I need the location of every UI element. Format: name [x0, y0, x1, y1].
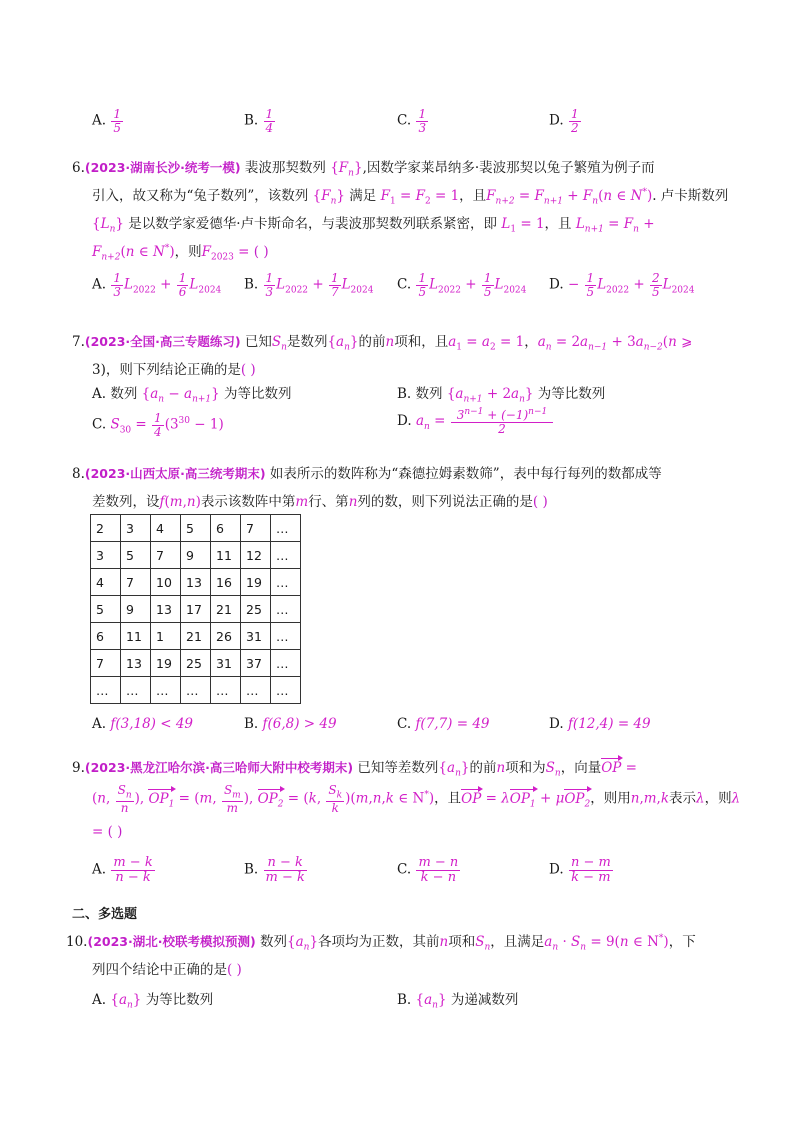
table-cell: 4 [151, 515, 181, 542]
table-cell: 7 [151, 542, 181, 569]
q6-line-4: $F_{n+2}(n$ ∈ N*)，则$F_{2023}$ = ( ) [92, 243, 269, 263]
section-heading: 二、多选题 [72, 907, 138, 922]
q8-option-a[interactable]: A. f(3,18) < 49 [92, 716, 194, 732]
table-cell: … [271, 569, 301, 596]
table-row [91, 677, 301, 704]
q7-option-a[interactable]: A. 数列 $\{a_n - a_{n+1}\}$ 为等比数列 [92, 386, 292, 405]
table-cell: 6 [91, 623, 121, 650]
table-cell: 13 [151, 596, 181, 623]
q8-option-c[interactable]: C. f(7,7) = 49 [397, 716, 490, 732]
q8-line-2: 差数列，设f(m,n)表示该数阵中第m行、第n列的数，则下列说法正确的是( ) [92, 494, 548, 510]
table-cell: 9 [181, 542, 211, 569]
table-cell: 3 [121, 515, 151, 542]
table-cell: 37 [241, 650, 271, 677]
table-cell: 12 [241, 542, 271, 569]
q6-line-1: 6.(2023·湖南长沙·统考一模) 裴波那契数列 $\{F_n\}$,因数学家莱昂纳多·裴波那契以兔子繁殖为例子而 [72, 160, 655, 179]
q5-option-a[interactable]: A. $\frac{1}{5}$ [92, 107, 121, 135]
q9-option-c[interactable]: C. $\frac{m - n}{k - n}$ [397, 855, 459, 885]
q6-option-d[interactable]: D. − $\frac{1}{5}$ $L_{2022}$ + $\frac{2}{5}$ $L_{2024}$ [549, 271, 695, 299]
q10-line-2: 列四个结论中正确的是( ) [92, 962, 242, 978]
table-row [91, 569, 301, 596]
table-cell: 26 [211, 623, 241, 650]
table-cell: 7 [91, 650, 121, 677]
table-cell: 7 [241, 515, 271, 542]
table-cell: 17 [181, 596, 211, 623]
table-cell: 13 [181, 569, 211, 596]
table-cell: 25 [241, 596, 271, 623]
q10-line-1: 10.(2023·湖北·校联考模拟预测) 数列$\{a_n\}$各项均为正数，其前n项和$S_n$，且满足$a_n \cdot S_n = 9(n$ ∈ N*)，下 [66, 933, 696, 953]
table-cell: 21 [211, 596, 241, 623]
table-cell: 5 [181, 515, 211, 542]
q7-option-d[interactable]: D. $a_n$ = $\frac{3^{n-1} + (-1)^{n-1}}{2}$ [397, 408, 554, 435]
table-row [91, 542, 301, 569]
table-cell: … [271, 623, 301, 650]
q5-option-c[interactable]: C. $\frac{1}{3}$ [397, 107, 427, 135]
answer-blank[interactable]: ( ) [240, 362, 256, 378]
table-cell: … [241, 677, 271, 704]
table-cell: 6 [211, 515, 241, 542]
q9-option-b[interactable]: B. $\frac{n - k}{m - k}$ [244, 855, 305, 885]
q8-option-b[interactable]: B. f(6,8) > 49 [244, 716, 337, 732]
fraction: $\frac{1}{5}$ [113, 107, 121, 135]
table-cell: 11 [211, 542, 241, 569]
q9-line-3: = ( ) [92, 824, 123, 840]
answer-blank[interactable]: ( ) [227, 962, 242, 978]
q6-line-3: $\{L_n\}$ 是以数学家爱德华·卢卡斯命名，与裴波那契数列联系紧密，即 $L_1 = 1$，且 $L_{n+1} = F_n$ + [92, 216, 655, 235]
table-cell: 2 [91, 515, 121, 542]
table-cell: … [151, 677, 181, 704]
table-cell: 3 [91, 542, 121, 569]
fraction: $\frac{1}{2}$ [570, 107, 579, 135]
q7-line-2: 3)，则下列结论正确的是( ) [92, 362, 256, 378]
q8-line-1: 8.(2023·山西太原·高三统考期末) 如表所示的数阵称为“森德拉姆素数筛”，表中每行每列的数都成等 [72, 466, 662, 482]
q10-option-a[interactable]: A. $\{a_n\}$ 为等比数列 [92, 992, 214, 1011]
sundaram-sieve-table [90, 514, 301, 704]
table-cell: 5 [121, 542, 151, 569]
answer-blank[interactable]: ( ) [253, 244, 269, 260]
table-cell: 10 [151, 569, 181, 596]
q6-line-2: 引入，故又称为“兔子数列”，该数列 $\{F_n\}$ 满足 $F_1 = F_2 = 1$，且$F_{n+2} = F_{n+1} + F_n(n$ ∈ N*). 卢卡斯数列 [92, 187, 729, 207]
table-cell: 19 [151, 650, 181, 677]
table-cell: … [91, 677, 121, 704]
table-cell: 11 [121, 623, 151, 650]
table-cell: … [271, 650, 301, 677]
table-cell: … [271, 515, 301, 542]
table-cell: 4 [91, 569, 121, 596]
table-cell: … [211, 677, 241, 704]
table-cell: 31 [241, 623, 271, 650]
q9-option-a[interactable]: A. $\frac{m - k}{n - k}$ [92, 855, 153, 885]
table-cell: … [181, 677, 211, 704]
q6-option-b[interactable]: B. $\frac{1}{3}$ $L_{2022}$ + $\frac{1}{7}$ $L_{2024}$ [244, 271, 374, 299]
q5-option-d[interactable]: D. $\frac{1}{2}$ [549, 107, 579, 135]
answer-blank[interactable]: ( ) [107, 824, 123, 840]
table-row [91, 623, 301, 650]
q7-option-b[interactable]: B. 数列 $\{a_{n+1} + 2a_n\}$ 为等比数列 [397, 386, 606, 405]
table-cell: 19 [241, 569, 271, 596]
table-cell: 9 [121, 596, 151, 623]
table-cell: 25 [181, 650, 211, 677]
table-row [91, 596, 301, 623]
table-cell: 7 [121, 569, 151, 596]
q6-option-a[interactable]: A. $\frac{1}{3}$ $L_{2022}$ + $\frac{1}{6}$ $L_{2024}$ [92, 271, 222, 299]
q7-option-c[interactable]: C. $S_{30}$ = $\frac{1}{4}$ $(3^{30} - 1)$ [92, 411, 224, 439]
table-cell: … [271, 596, 301, 623]
table-cell: 13 [121, 650, 151, 677]
table-cell: … [271, 542, 301, 569]
table-row [91, 650, 301, 677]
table-cell: … [271, 677, 301, 704]
q6-source: (2023·湖南长沙·统考一模) [84, 160, 241, 175]
q6-option-c[interactable]: C. $\frac{1}{5}$ $L_{2022}$ + $\frac{1}{5}$ $L_{2024}$ [397, 271, 527, 299]
q9-line-2: (n, $\frac{S_n}{n}$ ), $OP_1 = (m$, $\frac{S_m}{m}$ ), $OP_2 = (k$, $\frac{S_k}{k}$ )(m,n,k ∈ N*)，且OP = λOP$_1$ + μOP$_2$，则用n,m,k表示λ，则λ [92, 783, 741, 815]
table-row [91, 515, 301, 542]
q10-option-b[interactable]: B. $\{a_n\}$ 为递减数列 [397, 992, 519, 1011]
fraction: $\frac{1}{3}$ [418, 107, 427, 135]
q7-line-1: 7.(2023·全国·高三专题练习) 已知$S_n$是数列$\{a_n\}$的前n项和，且$a_1 = a_2 = 1$，$a_n = 2a_{n-1} + 3a_{n-2}(n$ ⩾ [72, 334, 693, 353]
q9-line-1: 9.(2023·黑龙江哈尔滨·高三哈师大附中校考期末) 已知等差数列$\{a_n\}$的前n项和为$S_n$，向量OP = [72, 760, 637, 779]
table-cell: 21 [181, 623, 211, 650]
table-cell: 5 [91, 596, 121, 623]
q8-option-d[interactable]: D. f(12,4) = 49 [549, 716, 651, 732]
table-cell: 16 [211, 569, 241, 596]
table-cell: 31 [211, 650, 241, 677]
q5-option-b[interactable]: B. $\frac{1}{4}$ [244, 107, 274, 135]
table-cell: … [121, 677, 151, 704]
fraction: $\frac{1}{4}$ [265, 107, 274, 135]
q9-option-d[interactable]: D. $\frac{n - m}{k - m}$ [549, 855, 611, 885]
table-cell: 1 [151, 623, 181, 650]
answer-blank[interactable]: ( ) [532, 494, 548, 510]
